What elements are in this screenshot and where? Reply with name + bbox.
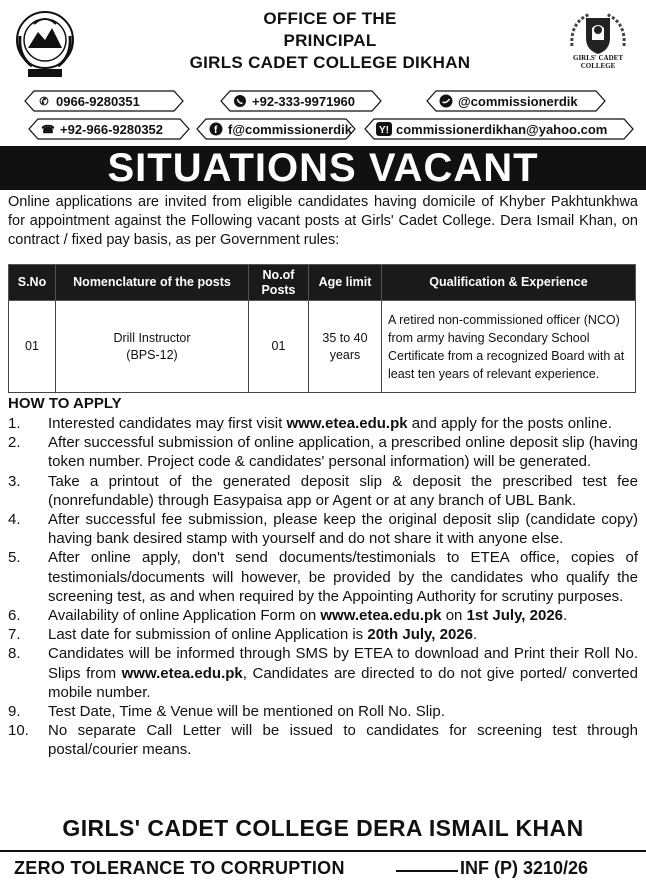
intro-paragraph: Online applications are invited from eligible candidates having domicile of Khyber Pakhtunkhwa for appointment against the Following vacant posts at Girls' Cadet College. Dera Ismail Khan, on contract / fixed pay basis, as per Government rules: <box>8 194 638 248</box>
twitter-icon <box>438 93 454 109</box>
list-item <box>8 433 638 471</box>
footer-bar <box>0 850 646 886</box>
age-unit: years <box>329 347 361 362</box>
contact-phone[interactable] <box>24 90 184 112</box>
step-text <box>48 721 638 759</box>
contact-text: @commissionerdik <box>458 93 578 109</box>
contact-facebook[interactable] <box>196 118 356 140</box>
list-item <box>8 606 638 625</box>
contact-text: f@commissionerdik <box>228 121 352 137</box>
footer-divider <box>396 870 458 872</box>
step-text-part: No separate Call Letter will be issued to candidates for screening test through postal/courier means. <box>48 722 638 759</box>
step-text-bold: 1st July, 2026 <box>466 607 564 625</box>
step-text-bold: www.etea.edu.pk <box>286 415 408 432</box>
office-title-line: PRINCIPAL <box>283 31 377 50</box>
step-number: 2. <box>8 434 21 452</box>
step-number: 9. <box>8 703 21 721</box>
office-title-line: OFFICE OF THE <box>263 9 397 28</box>
contact-telephone[interactable] <box>28 118 190 140</box>
step-text-part: After successful fee submission, please keep the original deposit slip (candidate copy) having bank desired stamp with yourself and do not share it with anyone else. <box>48 511 638 548</box>
how-to-apply-title: HOW TO APPLY <box>8 395 122 412</box>
how-to-apply-list <box>8 414 638 760</box>
whatsapp-icon <box>232 93 248 109</box>
post-name: Drill Instructor <box>113 330 191 345</box>
step-text-part: and apply for the posts online. <box>407 415 612 432</box>
cell-num: 01 <box>249 301 309 393</box>
list-item <box>8 472 638 510</box>
list-item <box>8 548 638 606</box>
step-text-part: . <box>563 607 568 625</box>
telephone-icon: ☎ <box>41 123 55 136</box>
table-row <box>9 301 636 393</box>
col-header-age: Age limit <box>309 265 382 301</box>
contact-text: 0966-9280351 <box>56 93 140 109</box>
college-crest-text: GIRLS' CADET COLLEGE <box>573 54 623 70</box>
posts-table <box>8 264 636 393</box>
contact-email[interactable] <box>364 118 634 140</box>
step-text-bold: www.etea.edu.pk <box>121 664 243 682</box>
step-text <box>48 414 638 433</box>
footer-college-name: GIRLS' CADET COLLEGE DERA ISMAIL KHAN <box>62 815 584 841</box>
contact-twitter[interactable] <box>426 90 606 112</box>
cell-post <box>56 301 249 393</box>
anti-corruption-slogan: ZERO TOLERANCE TO CORRUPTION <box>14 858 345 878</box>
list-item <box>8 644 638 702</box>
step-text-part: After successful submission of online application, a prescribed online deposit slip (having token number. Project code & candidates' personal information) will be generated. <box>48 434 638 471</box>
age-range: 35 to 40 <box>322 330 368 345</box>
col-header-sno: S.No <box>9 265 56 301</box>
col-header-post: Nomenclature of the posts <box>56 265 249 301</box>
cell-qualification: A retired non-commissioned officer (NCO) from army having Secondary School Certificate from a recognized Board with at least ten years of relevant experience. <box>382 301 636 393</box>
step-text-part: , Candidates are directed to do not give ported/ converted mobile number. <box>48 664 638 701</box>
contact-text: +92-966-9280352 <box>60 121 164 137</box>
post-bps: (BPS-12) <box>126 347 178 362</box>
facebook-icon <box>208 121 224 137</box>
header <box>0 0 646 90</box>
cell-age <box>309 301 382 393</box>
step-text <box>48 510 638 548</box>
step-text-part: Take a printout of the generated deposit slip & deposit the prescribed test fee (nonrefundable) through Easypaisa app or Agent or at any branch of UBL Bank. <box>48 472 638 509</box>
step-number: 10. <box>8 722 29 740</box>
svg-text:f: f <box>214 125 218 136</box>
step-text <box>48 644 638 702</box>
step-text <box>48 472 638 510</box>
situations-vacant-banner: SITUATIONS VACANT <box>0 146 646 190</box>
step-number: 8. <box>8 645 21 663</box>
step-text <box>48 606 638 625</box>
step-text-bold: 20th July, 2026 <box>367 626 473 644</box>
step-text <box>48 625 638 644</box>
step-text-part: Candidates will be informed through SMS by ETEA to download and Print their Roll No. Slips from <box>48 645 638 682</box>
contact-text: commissionerdikhan@yahoo.com <box>396 121 608 137</box>
step-text-bold: www.etea.edu.pk <box>320 607 442 625</box>
col-header-num: No.of Posts <box>249 265 309 301</box>
step-text-part: on <box>441 607 467 625</box>
step-text-part: After online apply, don't send documents/testimonials to ETEA office, copies of testimonials/documents will however, be provided by the candidates who qualify the screening test, as and when required by the Appointing Authority for scrutiny purposes. <box>48 549 638 605</box>
contact-text: +92-333-9971960 <box>252 93 356 109</box>
office-title <box>150 8 510 74</box>
phone-icon: ✆ <box>39 95 49 108</box>
list-item <box>8 414 638 433</box>
step-text-part: Interested candidates may first visit <box>48 415 287 432</box>
step-text-part: Last date for submission of online Application is <box>48 626 368 644</box>
contact-whatsapp[interactable] <box>220 90 382 112</box>
list-item <box>8 510 638 548</box>
step-number: 6. <box>8 607 21 625</box>
list-item <box>8 721 638 759</box>
step-text <box>48 433 638 471</box>
step-number: 5. <box>8 549 21 567</box>
list-item <box>8 625 638 644</box>
table-header-row <box>9 265 636 301</box>
step-number: 3. <box>8 472 21 490</box>
office-title-line: GIRLS CADET COLLEGE DIKHAN <box>189 53 471 72</box>
step-number: 4. <box>8 511 21 529</box>
college-crest-logo <box>560 6 636 82</box>
list-item <box>8 702 638 721</box>
step-text-part: Test Date, Time & Venue will be mentioned on Roll No. Slip. <box>48 703 445 721</box>
step-text-part: Availability of online Application Form on <box>48 607 321 625</box>
cell-sno: 01 <box>9 301 56 393</box>
svg-text:Y!: Y! <box>379 125 389 136</box>
step-number: 7. <box>8 626 21 644</box>
col-header-qual: Qualification & Experience <box>382 265 636 301</box>
step-text-part: . <box>472 626 478 644</box>
step-text <box>48 548 638 606</box>
kp-government-logo <box>14 6 76 82</box>
yahoo-icon <box>376 121 392 137</box>
step-number: 1. <box>8 415 21 432</box>
advert-reference: INF (P) 3210/26 <box>460 858 589 878</box>
step-text <box>48 702 638 721</box>
